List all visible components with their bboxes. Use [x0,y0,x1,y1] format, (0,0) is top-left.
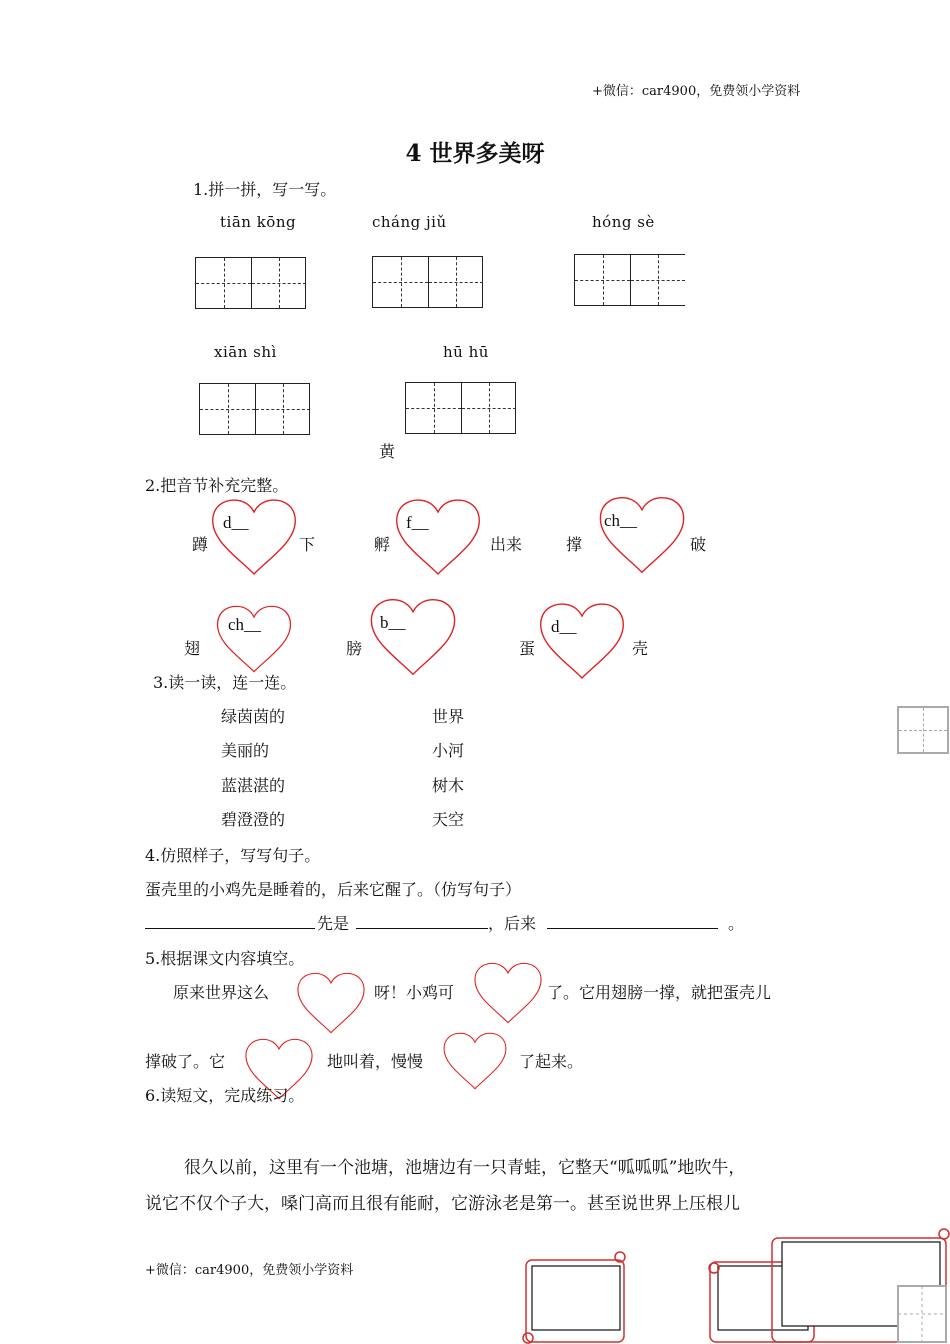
heart-blank-3[interactable] [591,496,693,574]
q5-text-5: 地叫着，慢慢 [327,1052,424,1071]
watermark-top: +微信：car4900，免费领小学资料 [592,84,801,99]
q5-text-6: 了起来。 [519,1052,584,1071]
q5-text-2: 呀！小鸡可 [374,983,455,1002]
q4-word-3: 。 [728,914,745,933]
pinyin-5: hū hū [443,343,489,361]
q5-text-1: 原来世界这么 [173,983,270,1002]
q5-heart-2[interactable] [468,962,548,1024]
writing-box-3[interactable] [574,254,685,306]
scroll-frame-decoration-3 [768,1226,950,1344]
heart-blank-4[interactable] [216,600,292,678]
q3-label: 3.读一读，连一连。 [153,673,297,692]
q4-blank-3[interactable] [547,928,718,929]
q2-hint-2: f__ [406,513,429,532]
q2-char-1: 蹲 [192,535,209,554]
q2-char-5: 膀 [346,639,363,658]
pinyin-2: cháng jiǔ [372,213,447,231]
q3-left-1[interactable]: 绿茵茵的 [221,707,286,726]
q5-text-3: 了。它用翅膀一撑，就把蛋壳儿 [547,983,772,1002]
q2-after-2: 出来 [490,535,523,554]
q1-label: 1.拼一拼，写一写。 [193,180,337,199]
q3-right-3[interactable]: 树木 [432,776,465,795]
q4-example: 蛋壳里的小鸡先是睡着的，后来它醒了。（仿写句子） [145,880,522,899]
q5-label: 5.根据课文内容填空。 [145,949,305,968]
writing-box-1[interactable] [195,257,306,309]
q3-left-2[interactable]: 美丽的 [221,741,270,760]
pinyin-4: xiān shì [214,343,277,361]
heart-blank-1[interactable] [211,498,297,576]
q6-para-line-1: 很久以前，这里有一个池塘，池塘边有一只青蛙，它整天“呱呱呱”地吹牛， [184,1158,746,1178]
q2-char-3: 撑 [566,535,583,554]
q2-label: 2.把音节补充完整。 [145,476,289,495]
q2-after-1: 下 [299,535,316,554]
q3-left-3[interactable]: 蓝湛湛的 [221,776,286,795]
heart-blank-5[interactable] [369,598,457,676]
q2-hint-4: ch__ [228,615,262,634]
q5-text-4: 撑破了。它 [145,1052,226,1071]
q3-right-1[interactable]: 世界 [432,707,465,726]
q5-heart-1[interactable] [291,972,371,1034]
q4-blank-1[interactable] [145,928,315,929]
q3-right-4[interactable]: 天空 [432,810,465,829]
q6-label: 6.读短文，完成练习。 [145,1086,305,1105]
q2-hint-5: b__ [380,613,406,632]
q4-label: 4.仿照样子，写写句子。 [145,846,321,865]
q2-char-6: 蛋 [519,639,536,658]
pinyin-1: tiān kōng [220,213,297,231]
q6-para-line-2: 说它不仅个子大，嗓门高而且很有能耐，它游泳老是第一。甚至说世界上压根儿 [145,1194,740,1214]
heart-blank-6[interactable] [539,602,625,680]
page-title: 4 世界多美呀 [405,140,545,167]
q2-char-2: 孵 [374,535,391,554]
side-grid-decoration [897,706,949,754]
q3-left-4[interactable]: 碧澄澄的 [221,810,286,829]
q4-blank-2[interactable] [356,928,488,929]
scroll-frame-decoration-1 [520,1248,630,1344]
writing-box-2[interactable] [372,256,483,308]
q5-heart-4[interactable] [435,1032,515,1090]
writing-box-5[interactable] [405,382,516,434]
writing-box-4[interactable] [199,383,310,435]
suffix-huang: 黄 [379,442,396,461]
q2-after-6: 壳 [632,639,649,658]
q2-hint-6: d__ [551,617,577,636]
q2-hint-3: ch__ [604,511,638,530]
q2-hint-1: d__ [223,513,249,532]
pinyin-3: hóng sè [592,213,655,231]
watermark-bottom: +微信：car4900，免费领小学资料 [145,1263,354,1278]
q4-word-1: 先是 [317,914,350,933]
q2-char-4: 翅 [184,639,201,658]
q4-word-2: ，后来 [488,914,537,933]
heart-blank-2[interactable] [395,498,481,576]
q3-right-2[interactable]: 小河 [432,741,465,760]
q2-after-3: 破 [690,535,707,554]
